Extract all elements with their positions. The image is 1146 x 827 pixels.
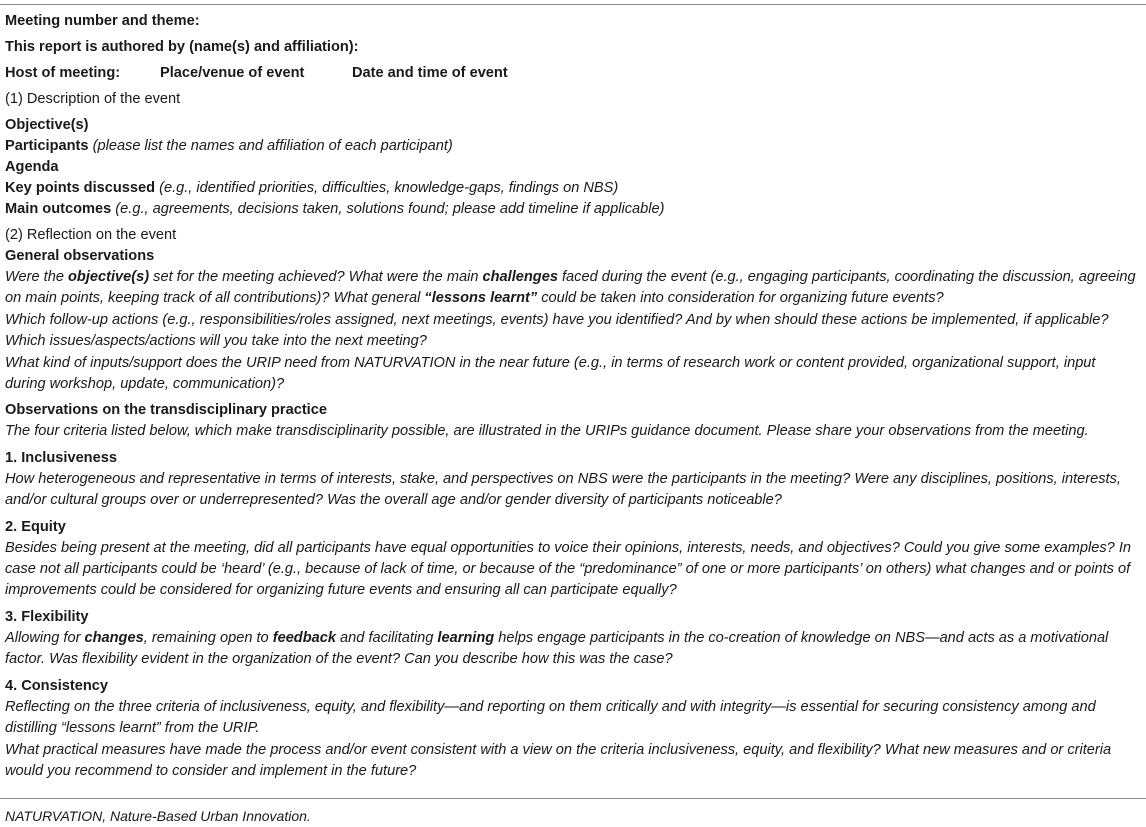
text-run: Allowing for	[5, 629, 85, 646]
emphasis-changes: changes	[84, 629, 144, 646]
flexibility-text	[5, 628, 1140, 671]
agenda-label: Agenda	[5, 159, 59, 175]
equity-text: Besides being present at the meeting, did all participants have equal opportunities to voice their opinions, interests, needs, and objectives? Could you give some examples? In case not all participants could be ‘heard’ (e.g., because of lack of time, or because of the “predominance” of one or more participants’ on others) what changes and or points of improvements could be considered for organizing future events and ensuring all can participate equally?	[5, 539, 1132, 599]
emphasis-feedback: feedback	[272, 629, 336, 646]
inclusiveness-title: 1. Inclusiveness	[5, 449, 117, 466]
outcomes-note: (e.g., agreements, decisions taken, solutions found; please add timeline if applicable)	[115, 201, 665, 217]
place-label: Place/venue of event	[160, 65, 305, 81]
emphasis-objectives: objective(s)	[68, 269, 150, 285]
general-paragraph-3: What kind of inputs/support does the URIP need from NATURVATION in the near future (e.g., in terms of research work or content provided, organizational support, input during workshop, update, communication)?	[5, 354, 1096, 393]
top-rule	[0, 4, 1146, 5]
inclusiveness-text: How heterogeneous and representative in terms of interests, stake, and perspectives on NBS were the participants in the meeting? Were any disciplines, positions, interests, and/or cultural groups over or underrepresented? Was the overall age and/or gender diversity of participants noticeable?	[5, 470, 1121, 509]
general-paragraph-2: Which follow-up actions (e.g., responsibilities/roles assigned, next meetings, events) have you identified? And by when should these actions be implemented, if applicable? Which issues/aspects/actions will you take into the next meeting?	[5, 311, 1109, 350]
keypoints-row	[5, 178, 1140, 199]
equity-title: 2. Equity	[5, 518, 66, 535]
author-label: This report is authored by (name(s) and affiliation):	[5, 39, 359, 55]
text-run: , remaining open to	[143, 629, 273, 646]
form-table	[5, 11, 1140, 782]
emphasis-learning: learning	[437, 629, 495, 646]
text-run: and facilitating	[336, 629, 438, 646]
transdisciplinary-text: The four criteria listed below, which make transdisciplinarity possible, are illustrated in the URIPs guidance document. Please share your observations from the meeting.	[5, 423, 1089, 440]
transdisciplinary-title: Observations on the transdisciplinary practice	[5, 402, 327, 419]
participants-label: Participants	[5, 138, 89, 154]
text-run: faced during the event (e.g., engaging participants, coordinating the discussion, agreeing on main points, keeping track of all contributions)? What general	[5, 269, 1136, 307]
outcomes-row	[5, 199, 1140, 220]
date-label: Date and time of event	[352, 65, 508, 81]
host-label: Host of meeting:	[5, 65, 121, 81]
text-run: helps engage participants in the co-creation of knowledge on NBS—and acts as a motivational factor. Was flexibility evident in the organization of the event? Can you describe how this was the case?	[5, 629, 1109, 668]
general-observations-title: General observations	[5, 248, 155, 264]
emphasis-challenges: challenges	[482, 269, 558, 285]
section-1-title: (1) Description of the event	[5, 91, 181, 107]
keypoints-label: Key points discussed	[5, 180, 156, 196]
table-footnote: NATURVATION, Nature-Based Urban Innovation.	[5, 808, 311, 824]
participants-row	[5, 136, 1140, 157]
text-run: Were the	[5, 269, 68, 285]
bottom-rule	[0, 798, 1146, 799]
text-run: set for the meeting achieved? What were the main	[149, 269, 483, 285]
section-2-title: (2) Reflection on the event	[5, 227, 177, 243]
consistency-title: 4. Consistency	[5, 677, 109, 694]
text-run: could be taken into consideration for organizing future events?	[537, 290, 944, 307]
meeting-number-label: Meeting number and theme:	[5, 13, 200, 29]
objectives-label: Objective(s)	[5, 117, 89, 133]
general-paragraph-1	[5, 267, 1140, 310]
outcomes-label: Main outcomes	[5, 201, 112, 217]
keypoints-note: (e.g., identified priorities, difficulties, knowledge-gaps, findings on NBS)	[159, 180, 619, 196]
host-row	[5, 63, 1140, 84]
consistency-paragraph-2: What practical measures have made the process and/or event consistent with a view on the criteria inclusiveness, equity, and flexibility? What new measures and or criteria would you recommend to consider and implement in the future?	[5, 741, 1112, 779]
participants-note: (please list the names and affiliation of each participant)	[92, 138, 453, 154]
consistency-paragraph-1: Reflecting on the three criteria of inclusiveness, equity, and flexibility—and reporting on them critically and with integrity—is essential for securing consistency among and distilling “lessons learnt” from the URIP.	[5, 698, 1096, 737]
emphasis-lessons-learnt: “lessons learnt”	[424, 290, 538, 307]
flexibility-title: 3. Flexibility	[5, 608, 89, 625]
